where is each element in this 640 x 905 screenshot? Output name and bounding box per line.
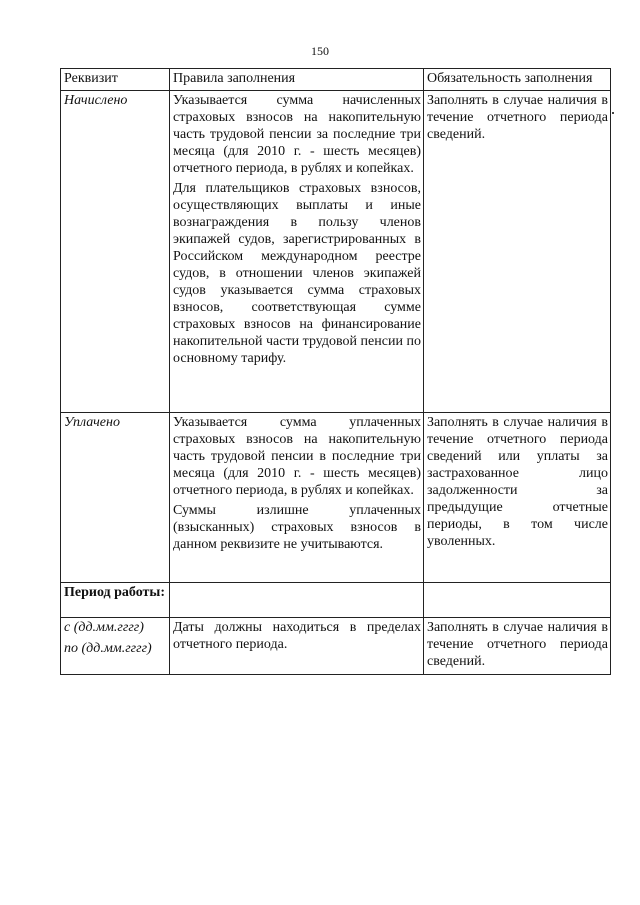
requisite-dates — [61, 618, 170, 675]
table-row-period — [61, 583, 611, 618]
requisite-nachisleno: Начислено — [61, 91, 170, 413]
obligation-uplacheno: Заполнять в случае наличия в течение отчетного периода сведений или уплаты за застрахованное лицо задолженности за предыдущие отчетные периоды, в том числе уволенных. — [424, 413, 611, 583]
rules-uplacheno — [170, 413, 424, 583]
rules-dates: Даты должны находиться в пределах отчетного периода. — [170, 618, 424, 675]
rule-paragraph: Суммы излишне уплаченных (взысканных) страховых взносов в данном реквизите не учитываются. — [173, 503, 421, 552]
date-from-label: с (дд.мм.гггг) — [64, 620, 144, 635]
scan-speck — [612, 112, 614, 114]
rule-paragraph: Указывается сумма начисленных страховых взносов на накопительную часть трудовой пенсии за последние три месяца (для 2010 г. - шесть месяцев) отчетного периода, в рублях и копейках. — [173, 93, 421, 176]
obligation-nachisleno: Заполнять в случае наличия в течение отчетного периода сведений. — [424, 91, 611, 413]
page-number: 150 — [311, 44, 329, 58]
rule-paragraph: Для плательщиков страховых взносов, осуществляющих выплаты и иные вознаграждения в пользу членов экипажей судов, зарегистрированных в Российском международном реестре судов, в отношении членов экипажей судов указывается сумма страховых взносов, соответствующая сумме страховых взносов на финансирование накопительной части трудовой пенсии по основному тарифу. — [173, 181, 421, 366]
header-rules: Правила заполнения — [170, 69, 424, 91]
requisite-uplacheno: Уплачено — [61, 413, 170, 583]
table-row-nachisleno — [61, 91, 611, 413]
requisites-table — [60, 68, 611, 675]
header-requisite: Реквизит — [61, 69, 170, 91]
date-to-label: по (дд.мм.гггг) — [64, 641, 152, 656]
rules-period-empty — [170, 583, 424, 618]
header-obligation: Обязательность заполнения — [424, 69, 611, 91]
rule-paragraph: Указывается сумма уплаченных страховых взносов на накопительную часть трудовой пенсии в последние три месяца (для 2010 г. - шесть месяцев) отчетного периода, в рублях и копейках. — [173, 415, 421, 498]
table-row-uplacheno — [61, 413, 611, 583]
requisite-period: Период работы: — [61, 583, 170, 618]
rules-nachisleno — [170, 91, 424, 413]
table-row-dates — [61, 618, 611, 675]
obligation-period-empty — [424, 583, 611, 618]
table-header-row — [61, 69, 611, 91]
obligation-dates: Заполнять в случае наличия в течение отчетного периода сведений. — [424, 618, 611, 675]
